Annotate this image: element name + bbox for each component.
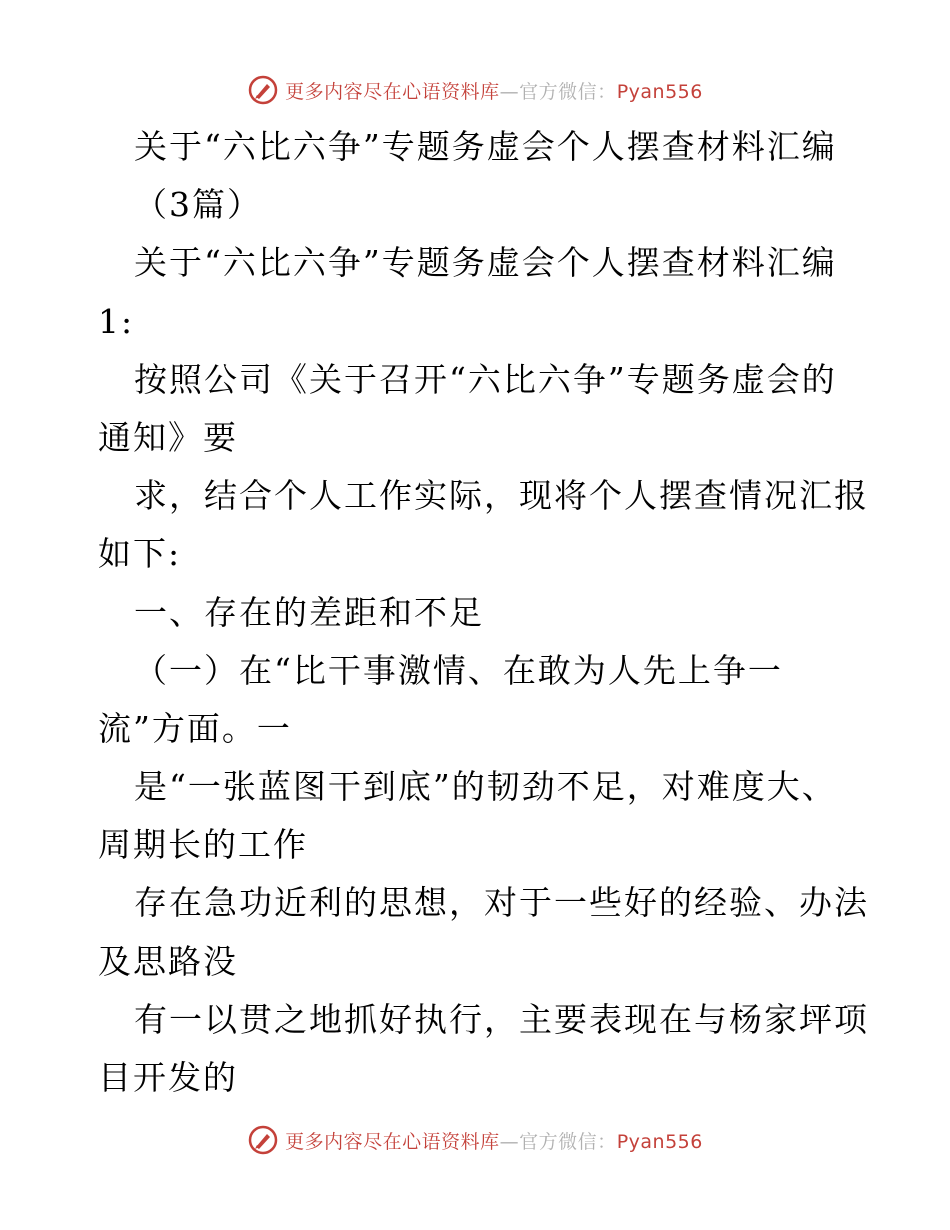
watermark-text [285,77,703,104]
header-watermark [0,70,950,110]
doc-line: 存在急功近利的思想，对于一些好的经验、办法 [134,883,869,923]
doc-line: 流”方面。一 [98,708,292,748]
pen-logo-icon [247,1124,279,1156]
pen-logo-icon [247,74,279,106]
document-body [98,118,869,1107]
doc-line: 及思路没 [98,941,238,981]
watermark-wechat: 官方微信： [519,1130,617,1153]
doc-line: 是“一张蓝图干到底”的韧劲不足，对难度大、 [134,767,837,807]
footer-watermark [0,1120,950,1160]
doc-line: 周期长的工作 [98,825,308,865]
doc-line: 1: [98,301,135,341]
doc-line: 目开发的 [98,1058,238,1097]
watermark-site: 更多内容尽在心语资料库 [285,1130,500,1153]
doc-title-count: （3篇） [134,185,262,225]
doc-line: 有一以贯之地抓好执行，主要表现在与杨家坪项 [134,999,869,1039]
watermark-wechat: 官方微信： [519,80,617,103]
section-heading: 一、存在的差距和不足 [134,592,484,632]
doc-title-line: 关于“六比六争”专题务虚会个人摆查材料汇编 [134,127,837,166]
doc-line: 关于“六比六争”专题务虚会个人摆查材料汇编 [134,243,837,283]
watermark-dash: — [499,80,520,103]
doc-line: 按照公司《关于召开“六比六争”专题务虚会的 [134,359,837,399]
doc-line: 通知》要 [98,417,238,457]
doc-line: 如下: [98,534,182,574]
watermark-account: Pyan556 [616,80,703,103]
watermark-site: 更多内容尽在心语资料库 [285,80,500,103]
subsection-heading: （一）在“比干事激情、在敢为人先上争一 [134,650,783,690]
watermark-text [285,1127,703,1154]
watermark-account: Pyan556 [616,1130,703,1153]
watermark-dash: — [499,1130,520,1153]
doc-line: 求，结合个人工作实际，现将个人摆查情况汇报 [134,476,869,516]
